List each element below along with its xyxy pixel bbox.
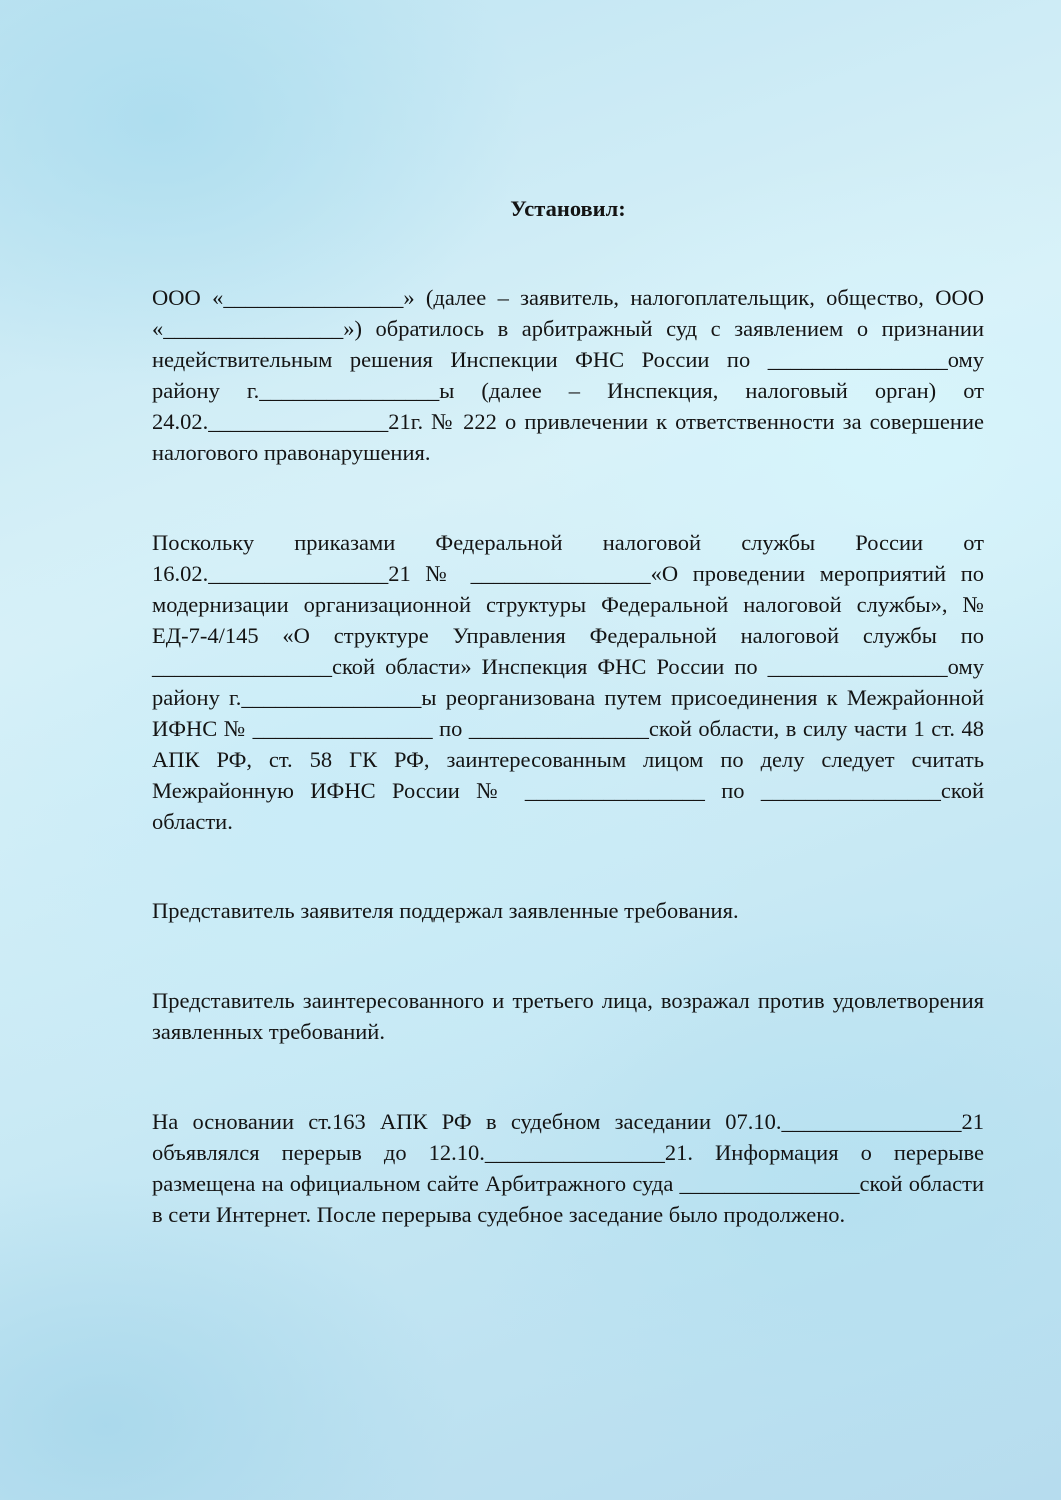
- paragraph-appeal: ООО «________________» (далее – заявитель, налогоплательщик, общество, ООО «________________») обратилось в арбитражный суд с заявлением о признании недействительным решения Инспекции ФНС России по ________________ому району г.________________ы (далее – Инспекция, налоговый орган) от 24.02.________________21г. № 222 о привлечении к ответственности за совершение налогового правонарушения.: [152, 285, 984, 465]
- paragraph-reorganization: Поскольку приказами Федеральной налоговой службы России от 16.02.________________21 № ________________«О проведении мероприятий по модернизации организационной структуры Федеральной налоговой службы», № ЕД-7-4/145 «О структуре Управления Федеральной налоговой службы по ________________ской области» Инспекция ФНС России по ________________ому району г.________________ы реорганизована путем присоединения к Межрайонной ИФНС № ________________ по ________________ской области, в силу части 1 ст. 48 АПК РФ, ст. 58 ГК РФ, заинтересованным лицом по делу следует считать Межрайонную ИФНС России № ________________ по ________________ской области.: [152, 530, 984, 834]
- document-heading: Установил:: [510, 196, 626, 221]
- paragraph-respondent-position: Представитель заинтересованного и третьего лица, возражал против удовлетворения заявленных требований.: [152, 988, 984, 1044]
- paragraph-applicant-position: Представитель заявителя поддержал заявленные требования.: [152, 898, 739, 923]
- paragraph-recess: На основании ст.163 АПК РФ в судебном заседании 07.10.________________21 объявлялся перерыв до 12.10.________________21. Информация о перерыве размещена на официальном сайте Арбитражного суда ________________ской области в сети Интернет. После перерыва судебное заседание было продолжено.: [152, 1109, 984, 1227]
- document-page: [152, 0, 984, 1500]
